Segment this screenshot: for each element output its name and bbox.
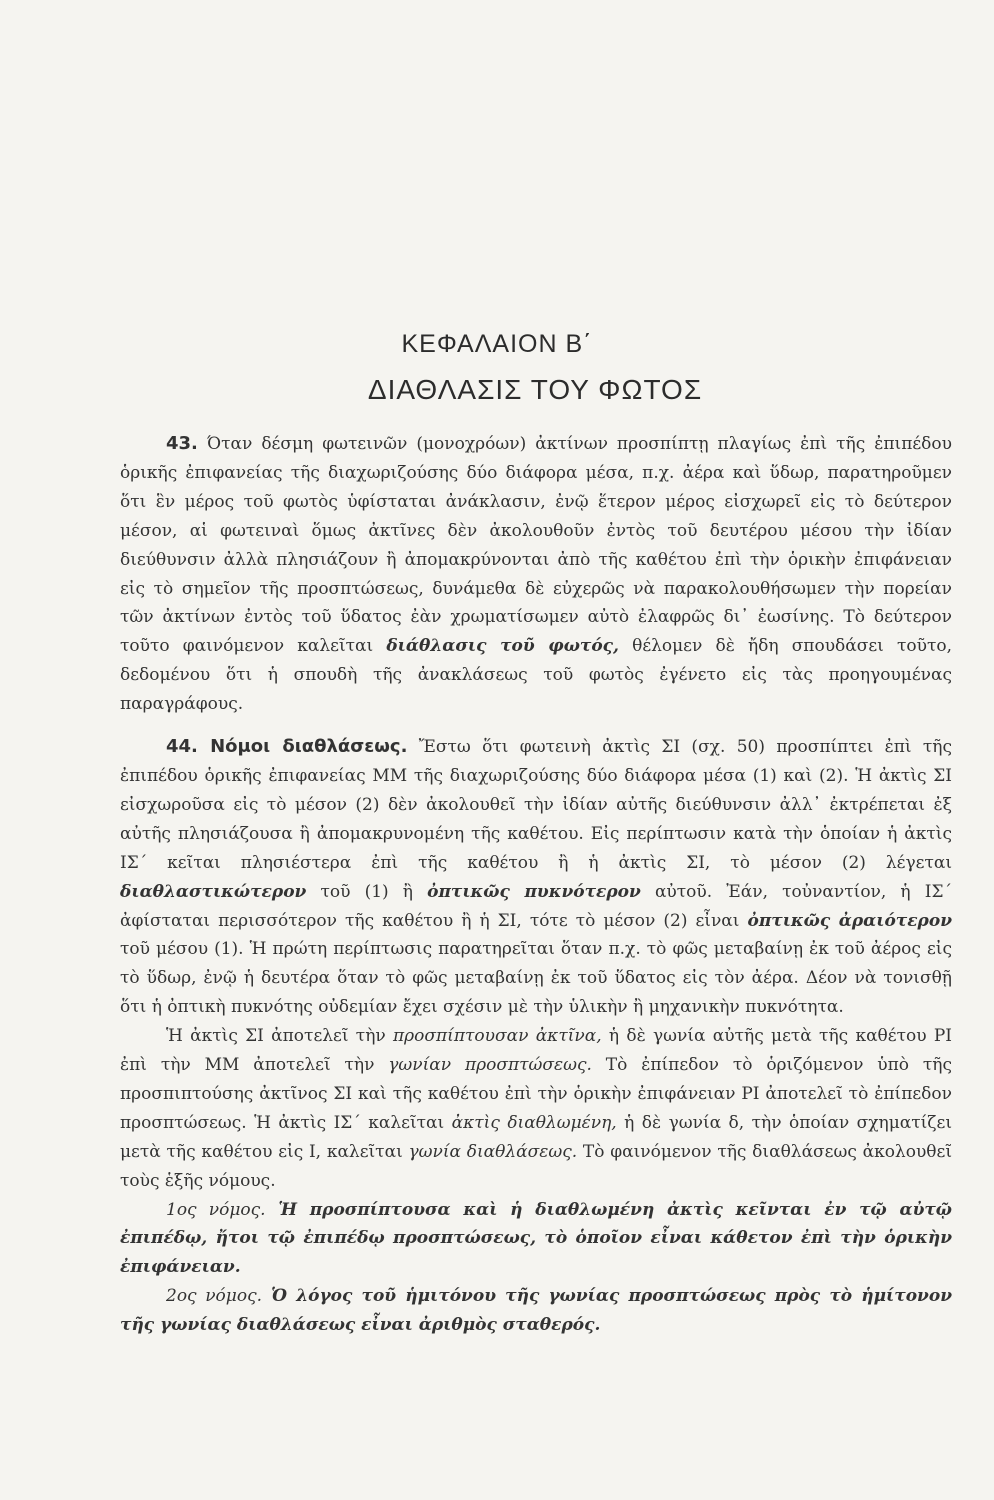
section-44-text-d: τοῦ μέσου (1). Ἡ πρώτη περίπτωσις παρατηρεῖται ὅταν π.χ. τὸ φῶς μεταβαίνῃ ἐκ τοῦ ἀέρος εἰς τὸ ὕδωρ, ἐνῷ ἡ δευτέρα ὅταν τὸ φῶς μεταβαίνῃ ἐκ τοῦ ὕδατος εἰς τὸν ἀέρα. Δέον νὰ τονισθῇ ὅτι ἡ ὀπτικὴ πυκνότης οὐδεμίαν ἔχει σχέσιν μὲ τὴν ὑλικὴν ἢ μηχανικὴν πυκνότητα. (120, 939, 952, 1018)
section-44-paragraph (120, 733, 952, 1022)
definitions-text-b: ἡ δὲ γωνία αὐτῆς μετὰ τῆς καθέτου ΡΙ ἐπὶ τὴν ΜΜ ἀποτελεῖ τὴν (120, 1026, 953, 1076)
definitions-paragraph (120, 1022, 952, 1195)
definitions-term-3: ἀκτὶς διαθλωμένη, (451, 1112, 617, 1133)
definitions-term-1: προσπίπτουσαν ἀκτῖνα, (393, 1026, 602, 1047)
section-43-text-b: θέλομεν δὲ ἤδη σπουδάσει τοῦτο, δεδομένου ὅτι ἡ σπουδὴ τῆς ἀνακλάσεως τοῦ φωτὸς ἐγένετο εἰς τὰς προηγουμένας παραγράφους. (120, 636, 953, 715)
section-44-text-c: αὐτοῦ. Ἐάν, τοὐναντίον, ἡ ΙΣ΄ ἀφίσταται περισσότερον τῆς καθέτου ἢ ἡ ΣΙ, τότε τὸ μέσον (2) εἶναι (120, 881, 952, 931)
definitions-text-a: Ἡ ἀκτὶς ΣΙ ἀποτελεῖ τὴν (166, 1026, 393, 1047)
definitions-text-d: ἡ δὲ γωνία δ, τὴν ὁποίαν σχηματίζει μετὰ τῆς καθέτου εἰς Ι, καλεῖται (120, 1112, 952, 1162)
law-1-label: 1ος νόμος. (166, 1199, 266, 1220)
law-2-text: Ὁ λόγος τοῦ ἡμιτόνου τῆς γωνίας προσπτώσεως πρὸς τὸ ἡμίτονον τῆς γωνίας διαθλάσεως εἶναι ἀριθμὸς σταθερός. (120, 1286, 952, 1336)
section-44-term-1: διαθλαστικώτερον (120, 881, 307, 902)
law-1-text: Ἡ προσπίπτουσα καὶ ἡ διαθλωμένη ἀκτὶς κεῖνται ἐν τῷ αὐτῷ ἐπιπέδῳ, ἤτοι τῷ ἐπιπέδῳ προσπτώσεως, τὸ ὁποῖον εἶναι κάθετον ἐπὶ τὴν ὁρικὴν ἐπιφάνειαν. (120, 1199, 952, 1278)
definitions-text-e: Τὸ φαινόμενον τῆς διαθλάσεως ἀκολουθεῖ τοὺς ἑξῆς νόμους. (120, 1141, 952, 1191)
section-44-heading: Νόμοι διαθλάσεως. (197, 736, 408, 758)
page-body (120, 430, 952, 1340)
section-44-number: 44. (166, 736, 198, 758)
chapter-label: ΚΕΦΑΛΑΙΟΝ Β΄ (401, 330, 593, 358)
law-1 (120, 1196, 952, 1283)
chapter-title: ΔΙΑΘΛΑΣΙΣ ΤΟΥ ΦΩΤΟΣ (367, 374, 703, 405)
section-43-number: 43. (166, 433, 198, 454)
section-43-paragraph (120, 430, 952, 719)
section-44-term-2: ὀπτικῶς πυκνότερον (427, 881, 641, 902)
section-44-text-a: Ἔστω ὅτι φωτεινὴ ἀκτὶς ΣΙ (σχ. 50) προσπίπτει ἐπὶ τῆς ἐπιπέδου ὁρικῆς ἐπιφανείας ΜΜ τῆς διαχωριζούσης δύο διάφορα μέσα (1) καὶ (2). Ἡ ἀκτὶς ΣΙ εἰσχωροῦσα εἰς τὸ μέσον (2) δὲν ἀκολουθεῖ τὴν ἰδίαν αὐτῆς διεύθυνσιν ἀλλ᾽ ἐκτρέπεται ἐξ αὐτῆς πλησιάζουσα ἢ ἀπομακρυνομένη τῆς καθέτου. Εἰς περίπτωσιν κατὰ τὴν ὁποίαν ἡ ἀκτὶς ΙΣ΄ κεῖται πλησιέστερα ἐπὶ τῆς καθέτου ἢ ἡ ἀκτὶς ΣΙ, τὸ μέσον (2) λέγεται (120, 737, 953, 873)
definitions-term-4: γωνία διαθλάσεως. (408, 1141, 578, 1162)
section-44-term-3: ὀπτικῶς ἀραιότερον (747, 910, 952, 931)
section-43-term: διάθλασις τοῦ φωτός, (386, 636, 619, 657)
definitions-term-2: γωνίαν προσπτώσεως. (388, 1055, 592, 1076)
law-2 (120, 1282, 952, 1340)
section-43-text-a: Όταν δέσμη φωτεινῶν (μονοχρόων) ἀκτίνων προσπίπτῃ πλαγίως ἐπὶ τῆς ἐπιπέδου ὁρικῆς ἐπιφανείας τῆς διαχωριζούσης δύο διάφορα μέσα, π.χ. ἀέρα καὶ ὕδωρ, παρατηροῦμεν ὅτι ἓν μέρος τοῦ φωτὸς ὑφίσταται ἀνάκλασιν, ἐνῷ ἕτερον μέρος εἰσχωρεῖ εἰς τὸ δεύτερον μέσον, αἱ φωτειναὶ ὅμως ἀκτῖνες δὲν ἀκολουθοῦν ἐντὸς τοῦ δευτέρου μέσου τὴν ἰδίαν διεύθυνσιν ἀλλὰ πλησιάζουν ἢ ἀπομακρύνονται ἀπὸ τῆς καθέτου ἐπὶ τὴν ὁρικὴν ἐπιφάνειαν εἰς τὸ σημεῖον τῆς προσπτώσεως, δυνάμεθα δὲ εὐχερῶς νὰ παρακολουθήσωμεν τὴν πορείαν τῶν ἀκτίνων ἐντὸς τοῦ ὕδατος ἐὰν χρωματίσωμεν αὐτὸ ἐλαφρῶς δι᾽ ἐωσίνης. Τὸ δεύτερον τοῦτο φαινόμενον καλεῖται (120, 434, 952, 657)
definitions-text-c: Τὸ ἐπίπεδον τὸ ὁριζόμενον ὑπὸ τῆς προσπιπτούσης ἀκτῖνος ΣΙ καὶ τῆς καθέτου ἐπὶ τὴν ὁρικὴν ἐπιφάνειαν ΡΙ ἀποτελεῖ τὸ ἐπίπεδον προσπτώσεως. Ἡ ἀκτὶς ΙΣ΄ καλεῖται (120, 1055, 952, 1133)
law-2-label: 2ος νόμος. (166, 1286, 262, 1307)
section-44-text-b: τοῦ (1) ἢ (306, 881, 428, 902)
